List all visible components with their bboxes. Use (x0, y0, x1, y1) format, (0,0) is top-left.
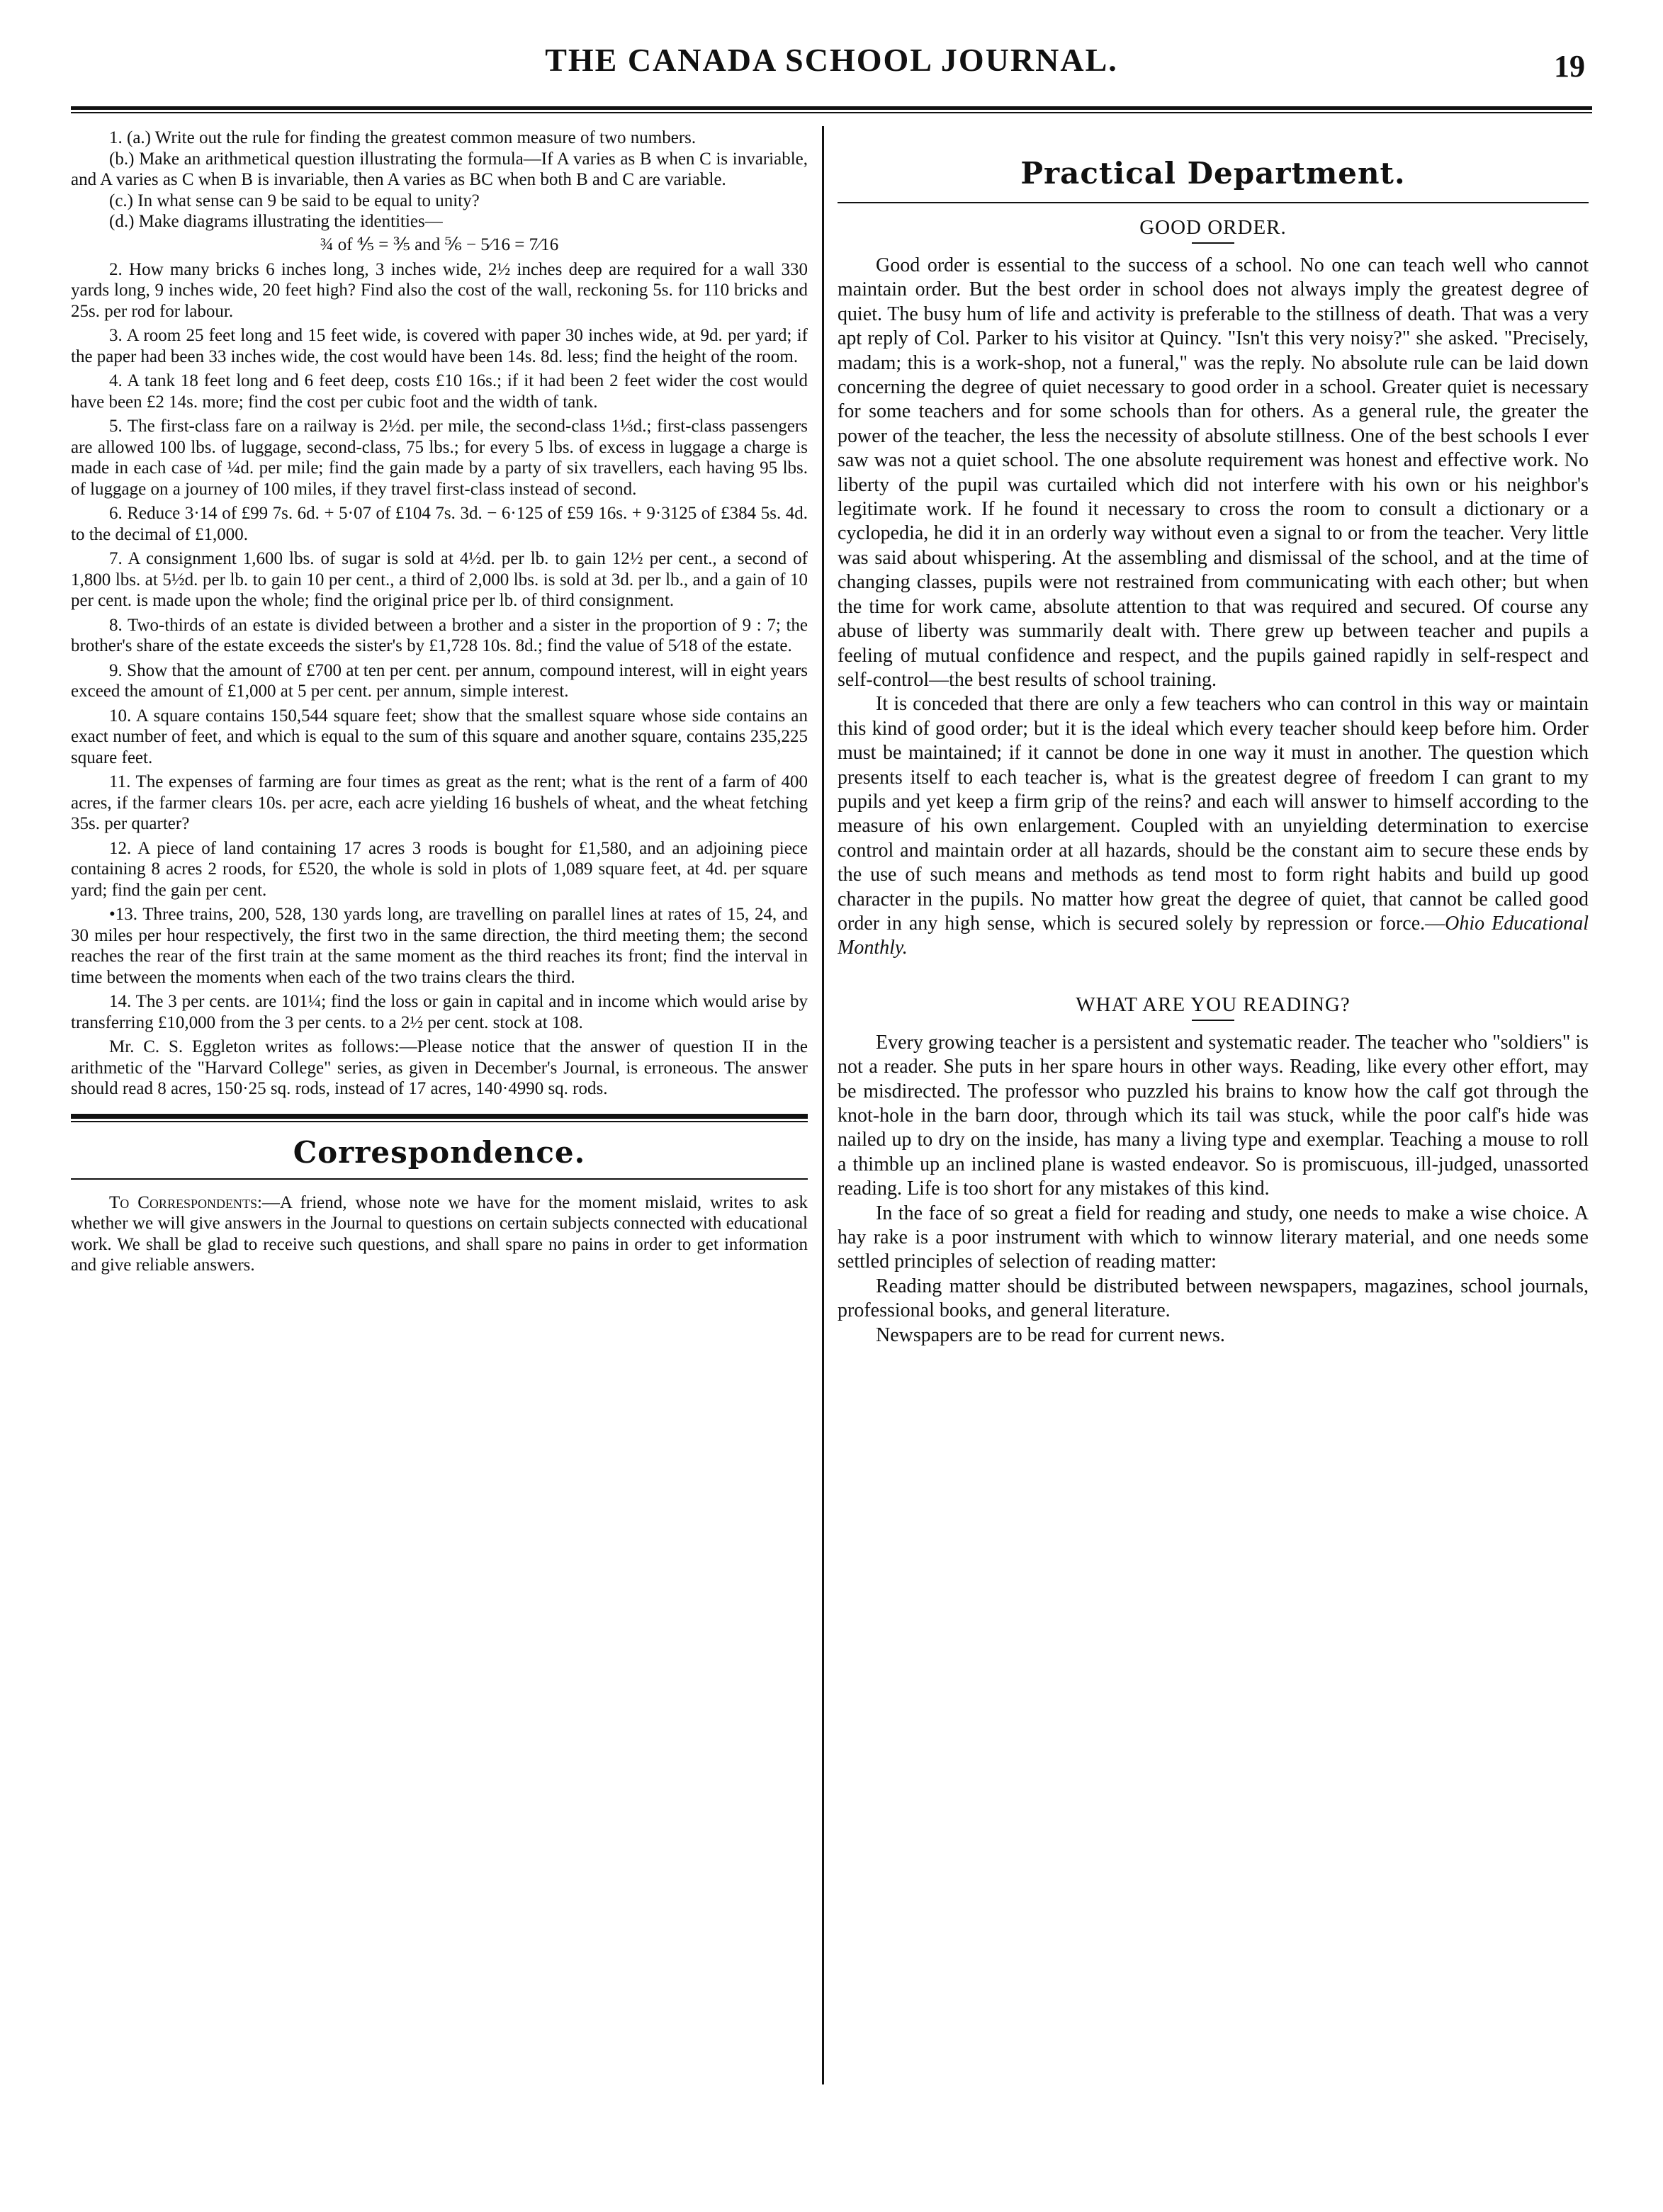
correspondence-text (71, 1192, 808, 1276)
good-order-heading: GOOD ORDER. (1139, 216, 1287, 239)
question-1c: (c.) In what sense can 9 be said to be equal to unity? (109, 191, 480, 210)
journal-title: THE CANADA SCHOOL JOURNAL. (545, 42, 1118, 78)
question-9: 9. Show that the amount of £700 at ten per cent. per annum, compound interest, will in eight years exceed the amount of £1,000 at 5 per cent. per annum, simple interest. (71, 660, 808, 701)
reading-rule (1192, 1020, 1234, 1021)
question-2: 2. How many bricks 6 inches long, 3 inches wide, 2½ inches deep are required for a wall 330 yards long, 9 inches wide, 20 feet high? Find also the cost of the wall, reckoning 5s. for 110 bricks and 25s. per rod for labour. (71, 259, 808, 321)
good-order-paragraph-1: Good order is essential to the success of a school. No one can teach well who cannot maintain order. But the best order in school does not always imply the greatest degree of quiet. The busy hum of life and activity is preferable to the stillness of death. That was a very apt reply of Col. Parker to his visitor at Quincy. "Isn't this very noisy?" she asked. "Precisely, madam; this is a work-shop, not a funeral," was the reply. No absolute rule can be laid down concerning the degree of quiet necessary to good order in a school. Greater quiet is necessary for some teachers and for some schools than for others. As a general rule, the greater the power of the teacher, the less the necessity of absolute stillness. One of the best schools I ever saw was not a quiet school. The one absolute requirement was honest and effective work. No liberty of the pupil was curtailed which did not interfere with his own or his neighbor's legitimate work. If he found it necessary to cross the room to consult a dictionary or a cyclopedia, he did it in an orderly way without even a signal to or from the teacher. Very little was said about whispering. At the assembling and dismissal of the school, and at the time of changing classes, pupils were not restrained from communicating with each other; but when the time for work came, absolute attention to that was required and secured. Of course any abuse of liberty was summarily dealt with. There grew up between teacher and pupils a feeling of mutual confidence and respect, and the pupils gained rapidly in self-respect and self-control—the best results of school training. (838, 254, 1589, 691)
left-column (71, 128, 808, 2084)
department-heading: Practical Department. (1020, 156, 1406, 191)
header-rule (71, 106, 1592, 113)
reading-paragraph-2: In the face of so great a field for reading and study, one needs to make a wise choice. A hay rake is a poor instrument with which to winnow literary material, and one needs some settled principles of selection of reading matter: (838, 1202, 1589, 1273)
correspondence-lead: To Correspondents: (109, 1192, 262, 1212)
page-number: 19 (1554, 49, 1585, 84)
eggleton-note: Mr. C. S. Eggleton writes as follows:—Please notice that the answer of question II in the arithmetic of the "Harvard College" series, as given in December's Journal, is erroneous. The answer should read 8 acres, 150·25 sq. rods, instead of 17 acres, 140·4990 sq. rods. (71, 1037, 808, 1098)
question-1a: 1. (a.) Write out the rule for finding the greatest common measure of two numbers. (109, 128, 697, 147)
good-order-rule (1192, 242, 1234, 244)
correspondence-body: —A friend, whose note we have for the moment mislaid, writes to ask whether we will give answers in the Journal to questions on certain subjects connected with educational work. We shall be glad to receive such questions, and shall spare no pains in order to get information and give reliable answers. (71, 1192, 808, 1275)
question-6: 6. Reduce 3·14 of £99 7s. 6d. + 5·07 of £104 7s. 3d. − 6·125 of £59 16s. + 9·3125 of £384 5s. 4d. to the decimal of £1,000. (71, 504, 808, 544)
question-3: 3. A room 25 feet long and 15 feet wide, is covered with paper 30 inches wide, at 9d. per yard; if the paper had been 33 inches wide, the cost would have been 14s. 8d. less; find the height of the room. (71, 326, 808, 366)
question-1d-identities: ¾ of ⅘ = ⅗ and ⅚ − 5⁄16 = 7⁄16 (320, 235, 559, 254)
question-14: 14. The 3 per cents. are 101¼; find the loss or gain in capital and in income which would arise by transferring £10,000 from the 3 per cents. to a 2½ per cent. stock at 108. (71, 992, 808, 1032)
reading-paragraph-4: Newspapers are to be read for current news. (876, 1324, 1225, 1346)
column-divider (822, 126, 824, 2084)
reading-paragraph-1: Every growing teacher is a persistent and systematic reader. The teacher who "soldiers" is not a reader. She puts in her spare hours in other ways. Reading, like every other effort, may be misdirected. The professor who puzzled his brains to know how the calf got through the knot-hole in the barn door, through which its tail was stuck, while the poor calf's hide was nailed up to dry on the inside, has many a living type and exemplar. Teaching a mouse to roll a thimble up an inclined plane is wasted endeavor. So is promiscuous, ill-judged, unassorted reading. Life is too short for any mistakes of this kind. (838, 1031, 1589, 1200)
question-1d: (d.) Make diagrams illustrating the identities— (109, 212, 443, 231)
section-rule (71, 1114, 808, 1122)
question-7: 7. A consignment 1,600 lbs. of sugar is sold at 4½d. per lb. to gain 12½ per cent., a second of 1,800 lbs. at 5½d. per lb. to gain 10 per cent., a third of 2,000 lbs. is sold at 3d. per lb., and a gain of 10 per cent. is made upon the whole; find the original price per lb. of third consignment. (71, 549, 808, 610)
question-4: 4. A tank 18 feet long and 6 feet deep, costs £10 16s.; if it had been 2 feet wider the cost would have been £2 14s. more; find the cost per cubic foot and the width of tank. (71, 371, 808, 412)
page-header (71, 41, 1592, 119)
good-order-source: Ohio Educational Monthly. (838, 912, 1589, 959)
reading-paragraph-3: Reading matter should be distributed between newspapers, magazines, school journals, professional books, and general literature. (838, 1275, 1589, 1322)
question-1b: (b.) Make an arithmetical question illustrating the formula—If A varies as B when C is invariable, and A varies as C when B is invariable, then A varies as BC when both B and C are variable. (71, 149, 808, 189)
question-5: 5. The first-class fare on a railway is 2½d. per mile, the second-class 1⅓d.; first-class passengers are allowed 100 lbs. of luggage, second-class, 75 lbs.; for every 5 lbs. of excess in luggage a charge is made in each case of ¼d. per mile; find the gain made by a party of six travellers, each having 95 lbs. of luggage on a journey of 100 miles, if they travel first-class instead of second. (71, 417, 808, 499)
question-10: 10. A square contains 150,544 square feet; show that the smallest square whose side contains an exact number of feet, and which is equal to the sum of this square and another square, contains 235,225 square feet. (71, 706, 808, 767)
right-column (838, 128, 1589, 2084)
question-8: 8. Two-thirds of an estate is divided between a brother and a sister in the proportion of 9 : 7; the brother's share of the estate exceeds the sister's by £1,728 10s. 8d.; find the value of 5⁄18 of the estate. (71, 615, 808, 655)
correspondence-heading: Correspondence. (293, 1134, 586, 1170)
question-12: 12. A piece of land containing 17 acres 3 roods is bought for £1,580, and an adjoining piece containing 8 acres 2 roods, for £520, the whole is sold in plots of 1,089 square feet, at 4d. per square yard; find the gain per cent. (71, 838, 808, 900)
reading-heading: WHAT ARE YOU READING? (1076, 993, 1351, 1016)
correspondence-rule (71, 1178, 808, 1180)
question-11: 11. The expenses of farming are four times as great as the rent; what is the rent of a farm of 400 acres, if the farmer clears 10s. per acre, each acre yielding 16 bushels of wheat, and the wheat fetching 35s. per quarter? (71, 772, 808, 833)
good-order-paragraph-2 (838, 692, 1589, 960)
department-rule (838, 202, 1589, 203)
good-order-paragraph-2-text: It is conceded that there are only a few teachers who can control in this way or maintain this kind of good order; but it is the ideal which every teacher should keep before him. Order must be maintained; if it cannot be done in one way it must in another. The question which presents itself to each teacher is, what is the greatest degree of freedom I can grant to my pupils and yet keep a firm grip of the reins? and each will answer to himself according to the measure of his own enlargement. Coupled with an unyielding determination to exercise control and maintain order at all hazards, should be the constant aim to secure these ends by the use of such means and methods as tend most to form right habits and build up good character in the pupils. No matter how great the degree of quiet, that cannot be called good order in any high sense, which is secured solely by repression or force.— (838, 693, 1589, 935)
question-13: •13. Three trains, 200, 528, 130 yards long, are travelling on parallel lines at rates of 15, 24, and 30 miles per hour respectively, the first two in the same direction, the third meeting them; the second reaches the rear of the first train at the same moment as the third reaches its front; find the interval in time between the moments when each of the two trains clears the third. (71, 905, 808, 987)
